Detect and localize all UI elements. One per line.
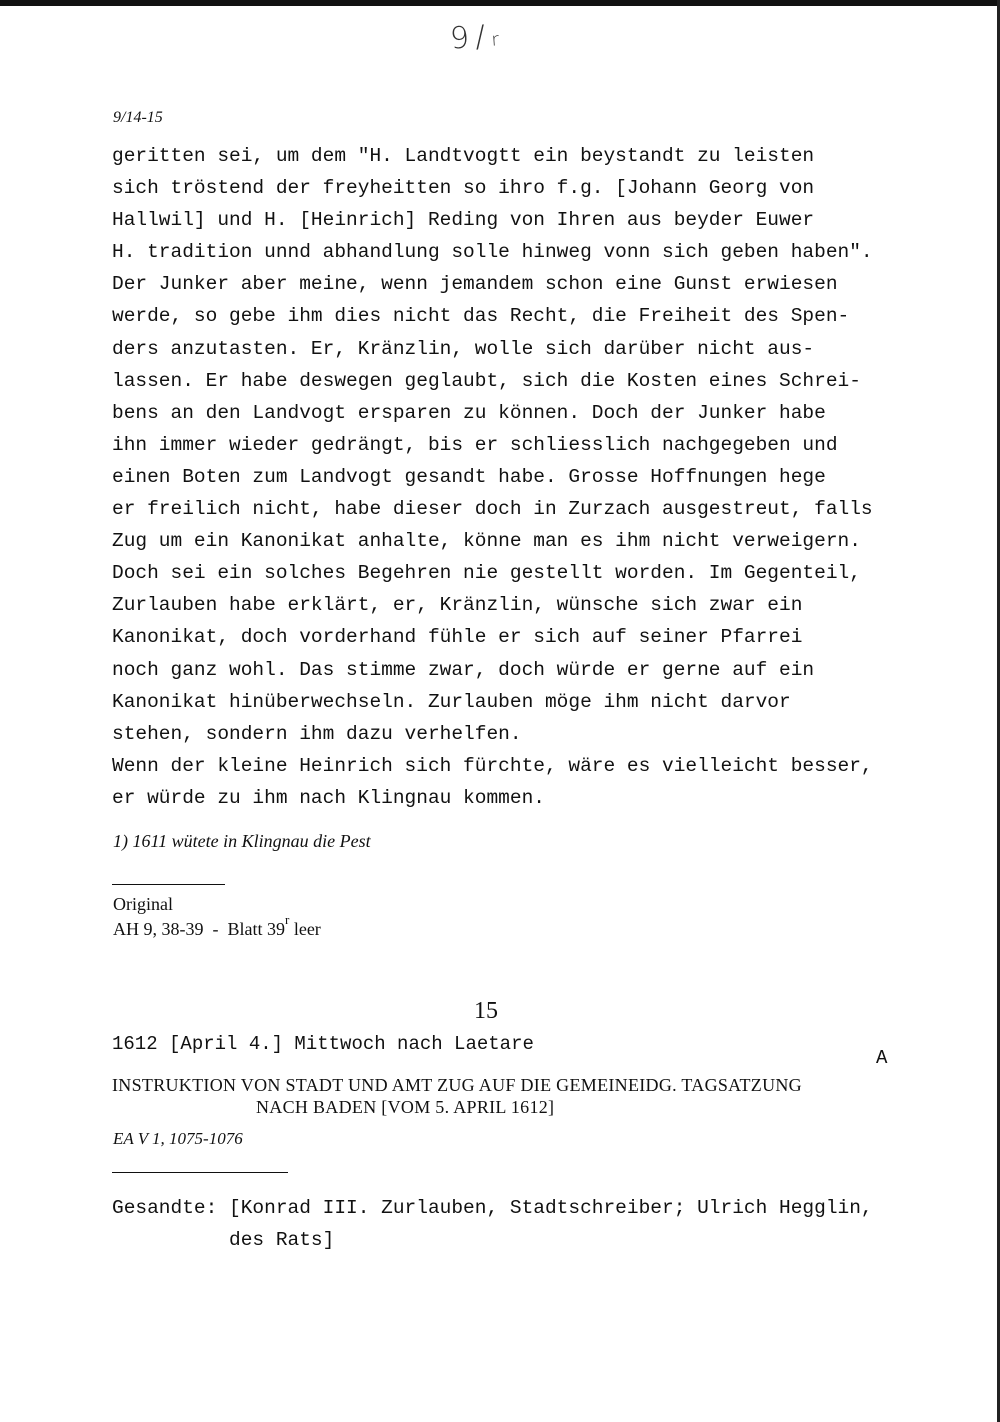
body-line: er freilich nicht, habe dieser doch in Zurzach ausgestreut, falls bbox=[112, 498, 873, 521]
body-line: lassen. Er habe deswegen geglaubt, sich die Kosten eines Schrei- bbox=[112, 369, 861, 392]
body-line: Kanonikat, doch vorderhand fühle er sich auf seiner Pfarrei bbox=[112, 626, 803, 649]
body-line: Kanonikat hinüberwechseln. Zurlauben möge ihm nicht darvor bbox=[112, 690, 791, 713]
body-line: bens an den Landvogt ersparen zu können. Doch der Junker habe bbox=[112, 401, 826, 424]
original-ref-sup: r bbox=[284, 912, 290, 927]
body-line: noch ganz wohl. Das stimme zwar, doch würde er gerne auf ein bbox=[112, 658, 815, 681]
body-line: er würde zu ihm nach Klingnau kommen. bbox=[112, 786, 545, 809]
envoys-line: Gesandte: [Konrad III. Zurlauben, Stadtschreiber; Ulrich Hegglin, bbox=[112, 1197, 873, 1219]
body-line: H. tradition unnd abhandlung solle hinweg vonn sich geben haben". bbox=[112, 241, 873, 264]
handwritten-folio-note bbox=[449, 18, 500, 56]
document-title-line2: NACH BADEN [VOM 5. APRIL 1612] bbox=[256, 1097, 555, 1117]
edition-reference: EA V 1, 1075-1076 bbox=[113, 1129, 243, 1148]
original-label: Original bbox=[113, 894, 173, 914]
body-line: Der Junker aber meine, wenn jemandem schon eine Gunst erwiesen bbox=[112, 273, 838, 296]
document-title-line1: INSTRUKTION VON STADT UND AMT ZUG AUF DIE GEMEINEIDG. TAGSATZUNG bbox=[112, 1075, 802, 1095]
document-number: 15 bbox=[474, 998, 498, 1024]
envoys-line: des Rats] bbox=[112, 1229, 335, 1251]
footnote-divider bbox=[112, 884, 225, 885]
body-text bbox=[112, 140, 932, 814]
scan-edge-top bbox=[0, 0, 1000, 6]
body-line: werde, so gebe ihm dies nicht das Recht, die Freiheit des Spen- bbox=[112, 305, 850, 328]
original-reference bbox=[113, 912, 321, 940]
original-ref-tail: leer bbox=[289, 919, 321, 939]
body-line: Doch sei ein solches Begehren nie gestellt worden. Im Gegenteil, bbox=[112, 562, 861, 585]
handwritten-note-small: r bbox=[490, 29, 500, 51]
envoys bbox=[112, 1192, 873, 1256]
document-date: 1612 [April 4.] Mittwoch nach Laetare bbox=[112, 1033, 534, 1055]
body-line: stehen, sondern ihm dazu verhelfen. bbox=[112, 722, 522, 745]
margin-letter: A bbox=[876, 1047, 888, 1069]
body-line: Wenn der kleine Heinrich sich fürchte, wäre es vielleicht besser, bbox=[112, 754, 873, 777]
body-line: Hallwil] und H. [Heinrich] Reding von Ihren aus beyder Euwer bbox=[112, 209, 815, 232]
body-line: ders anzutasten. Er, Kränzlin, wolle sich darüber nicht aus- bbox=[112, 337, 815, 360]
body-line: ihn immer wieder gedrängt, bis er schliesslich nachgegeben und bbox=[112, 433, 838, 456]
body-line: sich tröstend der freyheitten so ihro f.g. [Johann Georg von bbox=[112, 177, 815, 200]
handwritten-note-main: 9/ bbox=[448, 18, 493, 57]
body-line: einen Boten zum Landvogt gesandt habe. Grosse Hoffnungen hege bbox=[112, 465, 826, 488]
footnote: 1) 1611 wütete in Klingnau die Pest bbox=[113, 831, 371, 851]
original-ref-text: AH 9, 38-39 - Blatt 39 bbox=[113, 919, 285, 939]
body-line: geritten sei, um dem "H. Landtvogtt ein beystandt zu leisten bbox=[112, 145, 815, 167]
page-reference: 9/14-15 bbox=[113, 109, 163, 126]
body-line: Zurlauben habe erklärt, er, Kränzlin, wünsche sich zwar ein bbox=[112, 594, 803, 617]
body-line: Zug um ein Kanonikat anhalte, könne man es ihm nicht verweigern. bbox=[112, 530, 861, 553]
section-divider bbox=[112, 1172, 288, 1173]
